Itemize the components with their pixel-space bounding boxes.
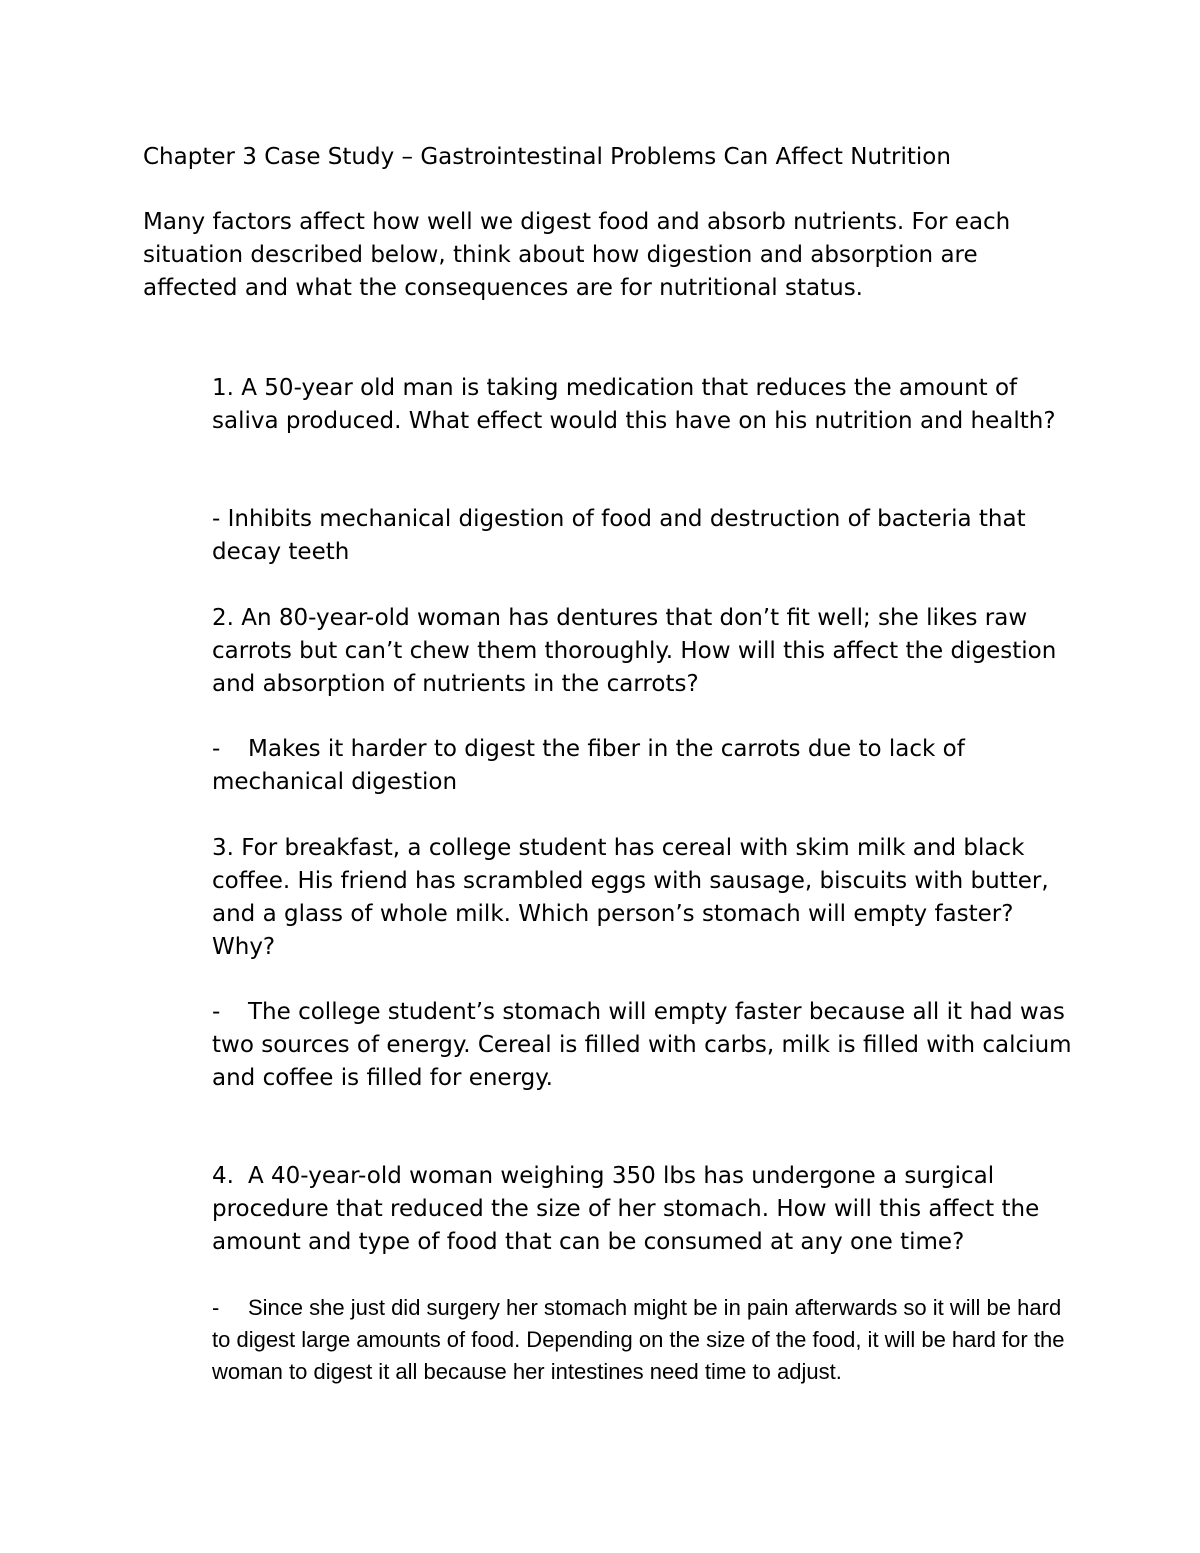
document-title: Chapter 3 Case Study – Gastrointestinal Problems Can Affect Nutrition (143, 144, 951, 170)
question-3: 3. For breakfast, a college student has cereal with skim milk and black coffee. His friend has scrambled eggs with sausage, biscuits with butter, and a glass of whole milk. Which person’s stomach will empty faster? Why? (212, 835, 1049, 960)
question-4-number: 4. (212, 1163, 234, 1189)
question-1: 1. A 50-year old man is taking medication that reduces the amount of saliva produced. What effect would this have on his nutrition and health? (212, 375, 1056, 434)
answer-3-text: The college student’s stomach will empty faster because all it had was two sources of energy. Cereal is filled with carbs, milk is filled with calcium and coffee is filled for energy. (212, 999, 1072, 1091)
answer-1-marker: - (212, 506, 221, 532)
answer-1-text: Inhibits mechanical digestion of food and destruction of bacteria that decay teeth (212, 506, 1026, 565)
question-2: 2. An 80-year-old woman has dentures that don’t fit well; she likes raw carrots but can’t chew them thoroughly. How will this affect the digestion and absorption of nutrients in the carrots? (212, 605, 1057, 697)
answer-3-marker: - (212, 999, 221, 1025)
answer-4-text: Since she just did surgery her stomach might be in pain afterwards so it will be hard to digest large amounts of food. Depending on the size of the food, it will be hard for the woman to digest it all because her intestines need time to adjust. (212, 1295, 1065, 1384)
answer-2 (212, 733, 1072, 799)
answer-4 (212, 1292, 1072, 1388)
answer-2-marker: - (212, 736, 221, 762)
answer-1 (212, 503, 1072, 569)
answer-2-text: Makes it harder to digest the fiber in the carrots due to lack of mechanical digestion (212, 736, 965, 795)
question-4 (212, 1160, 1072, 1259)
answer-4-marker: - (212, 1295, 220, 1320)
answer-3 (212, 996, 1072, 1095)
question-4-text: A 40-year-old woman weighing 350 lbs has undergone a surgical procedure that reduced the size of her stomach. How will this affect the amount and type of food that can be consumed at any one time? (212, 1163, 1040, 1255)
intro-paragraph: Many factors affect how well we digest food and absorb nutrients. For each situation described below, think about how digestion and absorption are affected and what the consequences are for nutritional status. (143, 209, 1011, 301)
